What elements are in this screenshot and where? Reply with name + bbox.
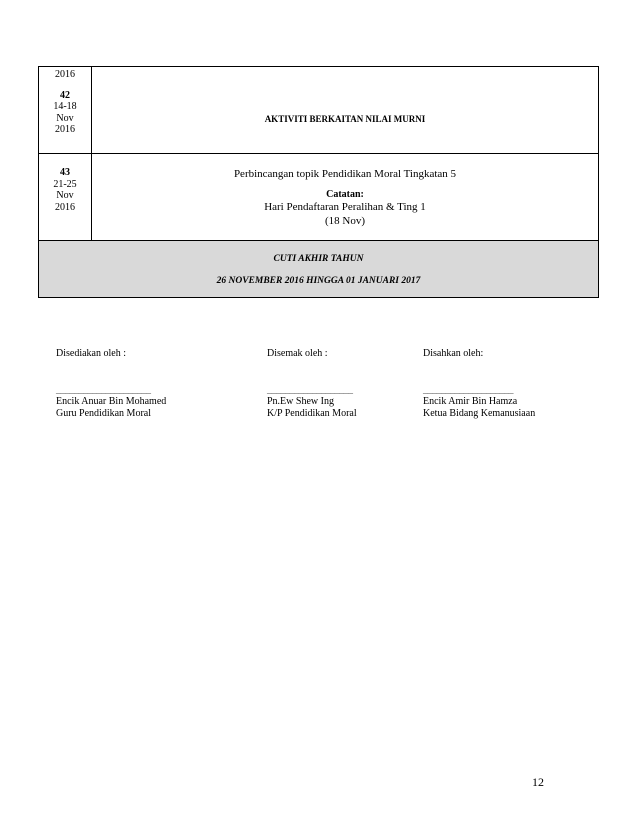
activity-cell — [92, 67, 599, 154]
week-number: 42 — [60, 89, 70, 101]
note-label: Catatan: — [326, 188, 364, 200]
signature-title: Ketua Bidang Kemanusiaan — [423, 408, 536, 419]
week-dates: 21-25 — [53, 178, 77, 190]
signature-block-checked — [267, 348, 357, 420]
signature-block-approved — [423, 348, 535, 420]
week-cell — [39, 67, 92, 154]
activity-text: AKTIVITI BERKAITAN NILAI MURNI — [264, 114, 426, 124]
week-number: 43 — [60, 167, 70, 178]
note-line: (18 Nov) — [324, 214, 366, 227]
signature-line: ___________________ — [267, 384, 353, 395]
week-month: Nov — [56, 112, 74, 124]
holiday-cell — [39, 241, 599, 298]
holiday-title: CUTI AKHIR TAHUN — [273, 254, 364, 264]
signature-role: Disahkan oleh: — [423, 348, 484, 359]
table-row — [39, 154, 599, 241]
signature-role: Disemak oleh : — [267, 348, 328, 359]
signature-name: Encik Amir Bin Hamza — [423, 396, 518, 407]
note-line: Hari Pendaftaran Peralihan & Ting 1 — [264, 201, 426, 213]
signature-line: ____________________ — [423, 384, 513, 395]
signature-title: K/P Pendidikan Moral — [267, 408, 357, 419]
page-number: 12 — [532, 775, 544, 789]
week-month: Nov — [56, 190, 74, 201]
year-text: 2016 — [55, 69, 75, 80]
week-cell — [39, 154, 92, 241]
holiday-row — [39, 241, 599, 298]
activity-text: Perbincangan topik Pendidikan Moral Tingkatan 5 — [233, 168, 457, 180]
signature-title: Guru Pendidikan Moral — [56, 408, 151, 419]
signature-block-prepared — [56, 348, 166, 420]
signature-name: Encik Anuar Bin Mohamed — [56, 396, 167, 407]
week-dates: 14-18 — [53, 101, 77, 112]
table-row — [39, 67, 599, 154]
holiday-dates: 26 NOVEMBER 2016 HINGGA 01 JANUARI 2017 — [216, 276, 421, 286]
signature-role: Disediakan oleh : — [56, 348, 126, 359]
activity-cell — [92, 154, 599, 241]
schedule-table — [38, 66, 599, 298]
week-year: 2016 — [55, 201, 75, 213]
week-year: 2016 — [55, 124, 75, 135]
signature-name: Pn.Ew Shew Ing — [267, 396, 334, 407]
signature-line: _____________________ — [56, 384, 151, 395]
